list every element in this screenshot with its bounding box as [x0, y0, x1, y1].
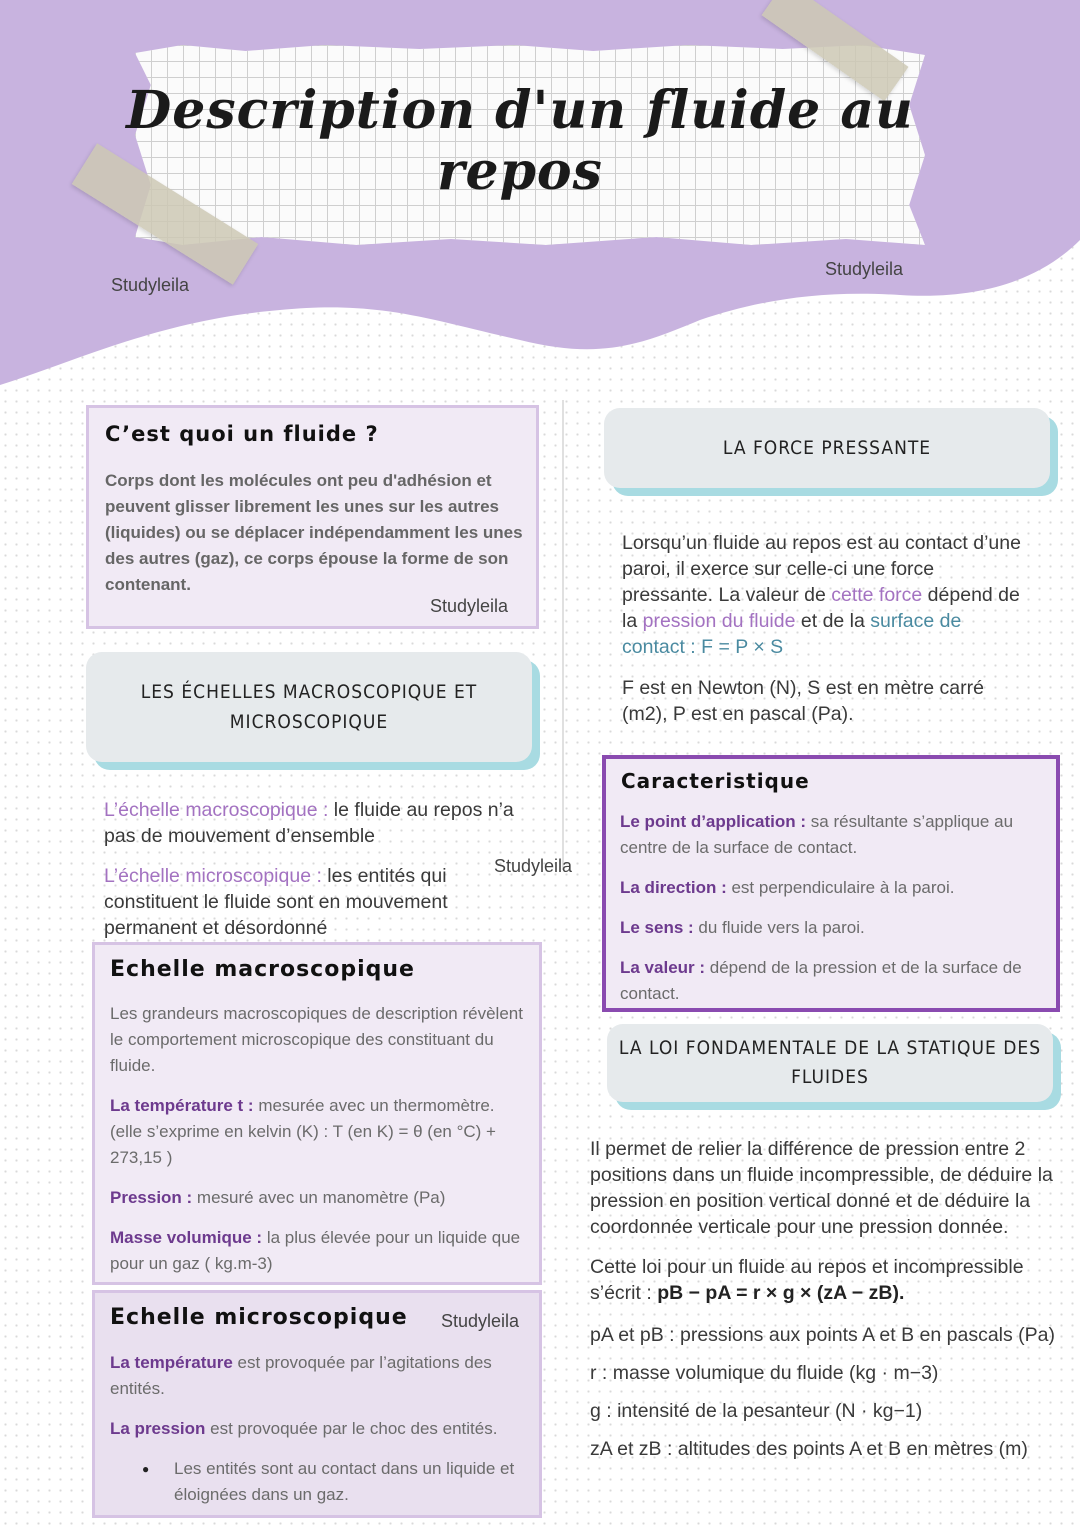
watermark: Studyleila	[494, 856, 573, 876]
list-item	[620, 915, 1045, 941]
watermark: Studyleila	[825, 259, 904, 279]
item-label: Pression :	[110, 1188, 193, 1207]
text: Cette loi pour un fluide au repos et incompressible s’écrit :	[590, 1256, 1024, 1304]
definition-item: r : masse volumique du fluide (kg · m−3)	[590, 1362, 939, 1384]
list-item	[620, 875, 1045, 901]
box-title: C’est quoi un fluide ?	[105, 422, 379, 446]
card-title-line: MICROSCOPIQUE	[229, 711, 389, 733]
item-text: dépend de la pression et de la surface de contact.	[620, 958, 1022, 1003]
bullet-list	[110, 1456, 530, 1508]
item-label: La température t :	[110, 1096, 254, 1115]
card-title-line: LA LOI FONDAMENTALE DE LA STATIQUE DES	[618, 1036, 1042, 1059]
watermark: Studyleila	[430, 596, 509, 616]
micro-scale-definition	[104, 863, 484, 941]
item-label: Le point d’application :	[620, 812, 807, 831]
law-section-card	[607, 1024, 1053, 1102]
micro-box-content	[110, 1350, 530, 1508]
force-section-card	[604, 408, 1050, 488]
temperature-item	[110, 1093, 528, 1171]
item-text: sa résultante s’applique au centre de la surface de contact.	[620, 812, 1014, 857]
list-item: ● Les entités sont au contact dans un liquide et éloignées dans un gaz.	[110, 1456, 530, 1508]
fluid-definition-box	[86, 405, 539, 629]
list-item	[620, 809, 1045, 861]
pressure-item	[110, 1185, 528, 1211]
definition-item: pA et pB : pressions aux points A et B en pascals (Pa)	[590, 1324, 1056, 1346]
page-title: Description d'un fluide au repos	[126, 80, 914, 202]
item-label: La température	[110, 1353, 233, 1372]
law-formula-line	[590, 1254, 1070, 1306]
watermark: Studyleila	[441, 1311, 520, 1331]
highlight: pression du fluide	[642, 610, 796, 632]
force-units: F est en Newton (N), S est en mètre carré (m2), P est en pascal (Pa).	[622, 677, 984, 725]
item-text: est perpendiculaire à la paroi.	[726, 878, 955, 897]
macro-intro: Les grandeurs macroscopiques de description révèlent le comportement microscopique des constituant du fluide.	[110, 1004, 523, 1075]
item-text: la plus élevée pour un liquide que pour un gaz ( kg.m-3)	[110, 1228, 521, 1273]
characteristics-list	[620, 809, 1045, 1007]
macro-scale-definition	[104, 797, 524, 849]
density-item	[110, 1225, 528, 1277]
macro-scale-term: L’échelle macroscopique :	[104, 799, 329, 821]
box-title: Echelle microscopique	[110, 1305, 408, 1330]
text: et de la	[795, 610, 871, 632]
card-title-line: LES ÉCHELLES MACROSCOPIQUE ET	[140, 680, 478, 703]
force-definition	[622, 530, 1022, 660]
box-title: Caracteristique	[621, 769, 810, 793]
characteristics-box	[602, 755, 1060, 1012]
macroscopic-scale-box	[92, 942, 542, 1285]
item-text: mesurée avec un thermomètre. (elle s’exprime en kelvin (K) : T (en K) = θ (en °C) + 273,15 )	[110, 1096, 496, 1167]
watermark: Studyleila	[111, 275, 190, 295]
macro-scale-text: le fluide au repos n’a pas de mouvement d’ensemble	[104, 799, 514, 847]
box-title: Echelle macroscopique	[110, 957, 415, 982]
list-item	[620, 955, 1045, 1007]
item-text: du fluide vers la paroi.	[693, 918, 865, 937]
text: dépend de la	[622, 584, 1020, 632]
law-description: Il permet de relier la différence de pression entre 2 positions dans un fluide incompressible, de déduire la pression en position vertical donné et de déduire la coordonnée verticale pour une pression donnée.	[590, 1138, 1053, 1238]
scales-section-card	[86, 652, 532, 762]
micro-scale-text: les entités qui constituent le fluide sont en mouvement permanent et désordonné	[104, 865, 448, 939]
formula: pB − pA = r × g × (zA − zB).	[657, 1282, 905, 1304]
law-content	[590, 1136, 1070, 1462]
item-text: mesuré avec un manomètre (Pa)	[192, 1188, 446, 1207]
pressure-item	[110, 1416, 530, 1442]
item-label: La valeur :	[620, 958, 706, 977]
item-text: est provoquée par l’agitations des entités.	[110, 1353, 492, 1398]
card-title-line: FLUIDES	[791, 1066, 869, 1088]
item-text: est provoquée par le choc des entités.	[205, 1419, 498, 1438]
micro-scale-term: L’échelle microscopique :	[104, 865, 322, 887]
temperature-item	[110, 1350, 530, 1402]
text: Lorsqu’un fluide au repos est au contact d’une paroi, il exerce sur celle-ci une force pressante. La valeur de	[622, 532, 1021, 606]
column-divider	[562, 400, 564, 870]
item-label: La pression	[110, 1419, 206, 1438]
item-label: Masse volumique :	[110, 1228, 263, 1247]
formula: : F = P × S	[684, 636, 784, 658]
macro-box-content	[110, 1001, 528, 1277]
definition-item: g : intensité de la pesanteur (N · kg−1)	[590, 1400, 923, 1422]
fluid-definition: Corps dont les molécules ont peu d'adhésion et peuvent glisser librement les unes sur les autres (liquides) ou se déplacer indépendamment les unes des autres (gaz), ce corps épouse la forme de son contenant.	[105, 471, 523, 594]
item-label: La direction :	[620, 878, 727, 897]
definition-item: zA et zB : altitudes des points A et B en mètres (m)	[590, 1438, 1028, 1460]
item-label: Le sens :	[620, 918, 694, 937]
highlight: cette force	[831, 584, 923, 606]
card-title: LA FORCE PRESSANTE	[722, 436, 932, 459]
highlight: surface de contact	[622, 610, 962, 658]
microscopic-scale-box	[92, 1290, 542, 1518]
